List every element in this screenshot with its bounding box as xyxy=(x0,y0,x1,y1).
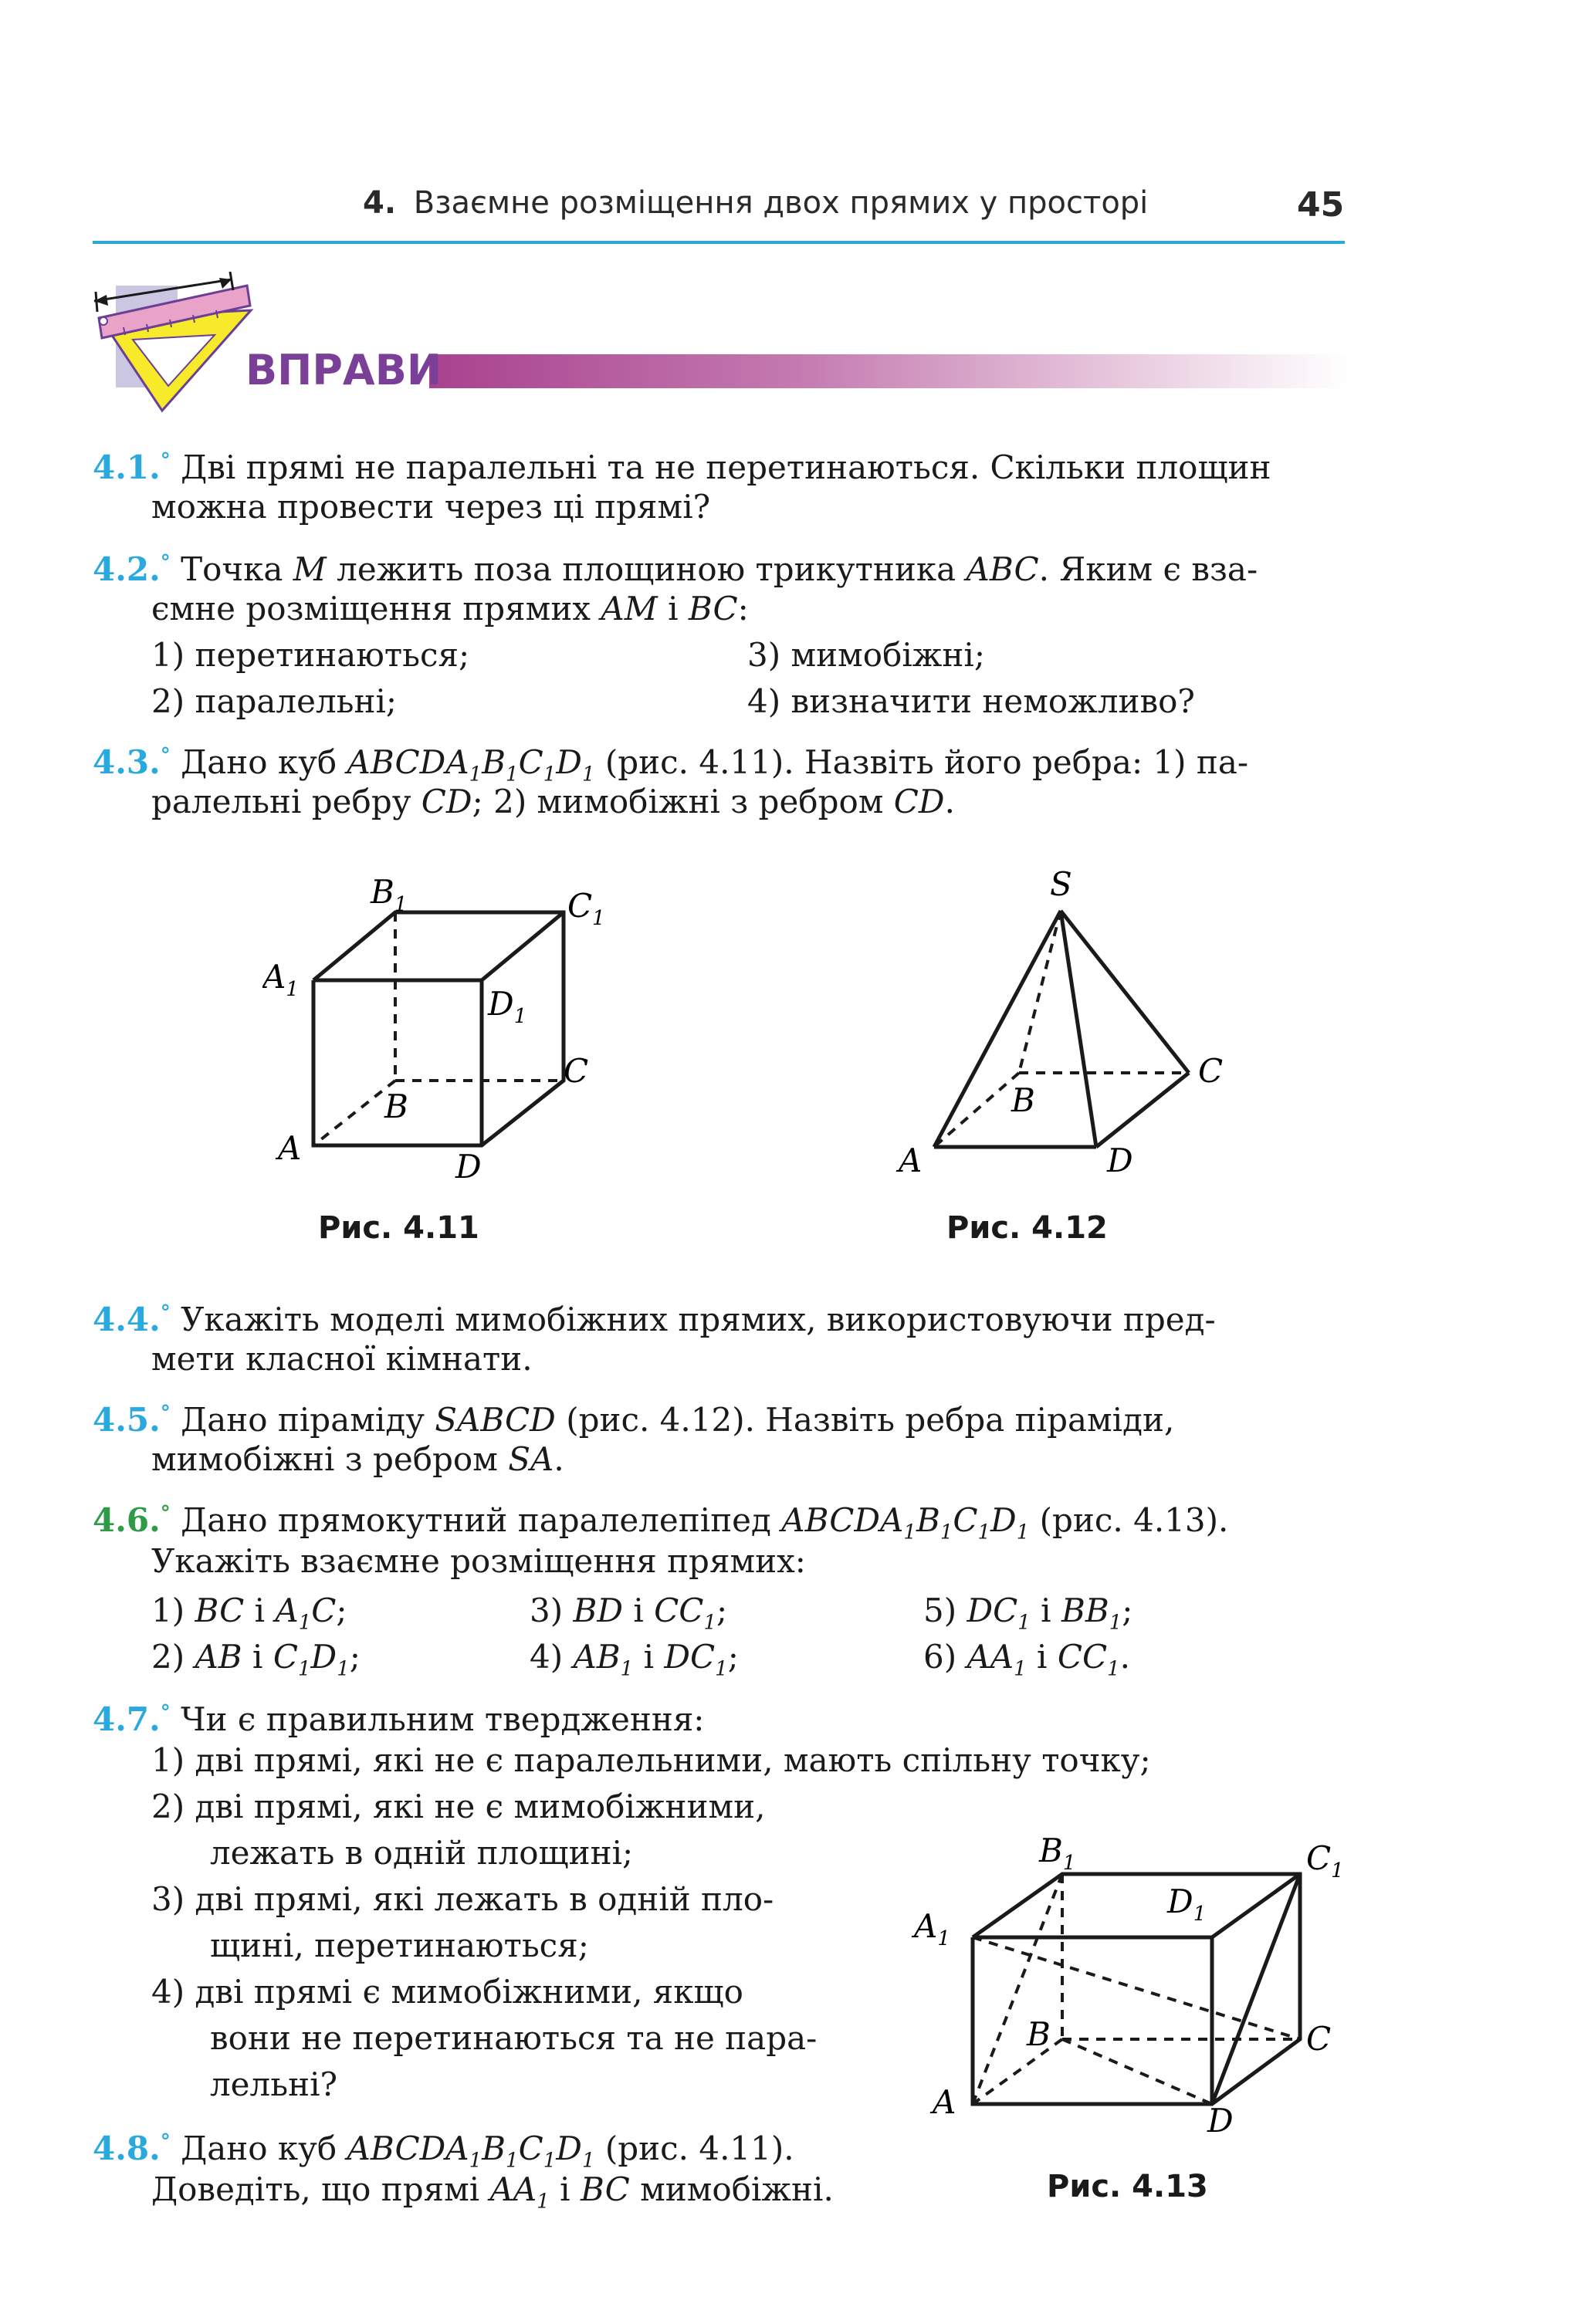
option-item: 1) перетинаються; xyxy=(151,636,470,674)
vertex-label-A1: $A_1$ xyxy=(914,1907,950,1950)
exercise-text: Доведіть, що прямі xyxy=(151,2170,480,2208)
figure-4-12-pyramid xyxy=(888,857,1251,1196)
exercise-4-7 xyxy=(93,1690,704,1742)
vertex-label-D: D xyxy=(455,1148,482,1186)
exercise-number: 4.3.° xyxy=(93,743,171,781)
option-item: 3) дві прямі, які лежать в одній пло- xyxy=(151,1880,774,1918)
option-item: 5) $DC_1$ і $BB_1$; xyxy=(923,1592,1133,1635)
exercise-text-line: мети класної кімнати. xyxy=(151,1340,533,1378)
figure-caption: Рис. 4.13 xyxy=(1047,2169,1208,2204)
exercise-text: . xyxy=(554,1440,564,1478)
figure-caption: Рис. 4.11 xyxy=(318,1210,479,1246)
exercise-text: Укажіть моделі мимобіжних прямих, використовуючи пред- xyxy=(181,1301,1216,1338)
exercise-text: . Яким є вза- xyxy=(1038,550,1258,588)
vertex-label-B1: $B_1$ xyxy=(1039,1832,1076,1875)
vertex-label-C1: $C_1$ xyxy=(567,887,605,930)
math-var: M xyxy=(293,550,327,588)
vertex-label-D: D xyxy=(1107,1142,1133,1179)
math-var: SABCD xyxy=(435,1401,556,1439)
vertex-label-B: B xyxy=(1027,2015,1051,2053)
figure-4-13-parallelepiped xyxy=(911,1822,1351,2146)
exercise-text-line xyxy=(151,780,955,824)
math-cube-name: $ABCDA_1B_1C_1D_1$ xyxy=(781,1501,1030,1544)
vertex-label-C: C xyxy=(1306,2020,1332,2058)
chapter-number: 4. xyxy=(363,185,397,221)
vertex-label-B1: $B_1$ xyxy=(371,873,408,916)
exercise-text-line xyxy=(151,587,749,631)
figure-4-11-cube xyxy=(262,857,633,1204)
exercise-text: і xyxy=(560,2170,570,2208)
option-item: 4) дві прямі є мимобіжними, якщо xyxy=(151,1973,743,2011)
option-item-cont: лежать в одній площині; xyxy=(210,1834,634,1872)
exercise-text: Дві прямі не паралельні та не перетинаються. Скільки площин xyxy=(181,448,1271,486)
exercise-text: Чи є правильним твердження: xyxy=(181,1700,705,1738)
exercise-number: 4.1.° xyxy=(93,448,171,486)
option-item: 3) мимобіжні; xyxy=(747,636,986,674)
exercise-text: (рис. 4.11). Назвіть його ребра: 1) па- xyxy=(604,743,1249,781)
vertex-label-S: S xyxy=(1050,865,1072,903)
exercise-4-2 xyxy=(93,540,1258,592)
exercise-4-1 xyxy=(93,438,1271,490)
option-item-cont: лельні? xyxy=(210,2065,338,2103)
math-var: SA xyxy=(508,1440,554,1478)
math-cube-name: $ABCDA_1B_1C_1D_1$ xyxy=(347,2129,595,2173)
exercise-text: мимобіжні з ребром xyxy=(151,1440,498,1478)
vertex-label-A: A xyxy=(899,1142,923,1179)
option-item: 2) дві прямі, які не є мимобіжними, xyxy=(151,1788,766,1825)
chapter-title: Взаємне розміщення двох прямих у просторі xyxy=(413,185,1149,221)
vertex-label-C: C xyxy=(564,1052,589,1090)
math-var: CD xyxy=(893,783,945,820)
vertex-label-A1: $A_1$ xyxy=(262,958,299,1001)
page-number: 45 xyxy=(1297,185,1345,225)
exercise-number: 4.7.° xyxy=(93,1700,171,1738)
exercise-text: Дано куб xyxy=(181,2129,337,2167)
exercise-text: Дано куб xyxy=(181,743,337,781)
math-var: ABC xyxy=(966,550,1039,588)
exercise-number: 4.6.° xyxy=(93,1501,171,1539)
option-item: 1) BC і $A_1C$; xyxy=(151,1592,347,1635)
figure-caption: Рис. 4.12 xyxy=(946,1210,1108,1246)
option-item: 4) $AB_1$ і $DC_1$; xyxy=(530,1638,739,1681)
vertex-label-D1: $D_1$ xyxy=(488,985,527,1028)
exercise-text: Дано піраміду xyxy=(181,1401,425,1439)
option-item-cont: щині, перетинаються; xyxy=(210,1927,589,1964)
exercise-text: ємне розміщення прямих xyxy=(151,590,591,628)
header-divider xyxy=(93,241,1345,244)
exercise-text: Дано прямокутний паралелепіпед xyxy=(181,1501,771,1539)
exercise-text: Точка xyxy=(181,550,283,588)
exercise-text-line: можна провести через ці прямі? xyxy=(151,488,711,526)
vertex-label-A: A xyxy=(933,2083,956,2121)
exercises-heading: ВПРАВИ xyxy=(245,346,442,394)
vertex-label-D1: $D_1$ xyxy=(1167,1883,1207,1926)
exercise-text: : xyxy=(737,590,749,628)
exercise-text: (рис. 4.13). xyxy=(1039,1501,1229,1539)
exercise-number: 4.8.° xyxy=(93,2129,171,2167)
exercise-4-5 xyxy=(93,1391,1174,1443)
math-var: CD xyxy=(421,783,472,820)
exercise-number: 4.5.° xyxy=(93,1401,171,1439)
exercise-text-line xyxy=(151,2167,834,2224)
vertex-label-D: D xyxy=(1207,2102,1234,2140)
exercise-number: 4.2.° xyxy=(93,550,171,588)
option-item: 6) $AA_1$ і $CC_1$. xyxy=(923,1638,1131,1681)
option-item: 3) BD і $CC_1$; xyxy=(530,1592,728,1635)
exercise-text: . xyxy=(944,783,955,820)
exercise-text: лежить поза площиною трикутника xyxy=(337,550,956,588)
vertex-label-B: B xyxy=(384,1088,408,1125)
exercise-4-4 xyxy=(93,1291,1216,1342)
exercise-text: (рис. 4.11). xyxy=(604,2129,794,2167)
math-var: BC xyxy=(580,2170,630,2208)
exercise-text: мимобіжні. xyxy=(640,2170,834,2208)
vertex-label-A: A xyxy=(278,1129,302,1167)
option-item-cont: вони не перетинаються та не пара- xyxy=(210,2019,818,2057)
exercise-text: і xyxy=(668,590,679,628)
exercise-number: 4.4.° xyxy=(93,1301,171,1338)
math-var: AM xyxy=(601,590,658,628)
exercise-text: ралельні ребру xyxy=(151,783,411,820)
running-header xyxy=(363,185,1148,221)
exercise-text-line xyxy=(151,1437,564,1482)
exercise-text-line: Укажіть взаємне розміщення прямих: xyxy=(151,1542,806,1580)
exercise-text: (рис. 4.12). Назвіть ребра піраміди, xyxy=(566,1401,1175,1439)
vertex-label-B: B xyxy=(1011,1081,1035,1119)
vertex-label-C1: $C_1$ xyxy=(1306,1839,1344,1883)
math-var: BC xyxy=(688,590,738,628)
math-var: $AA_1$ xyxy=(489,2170,550,2214)
vertex-label-C: C xyxy=(1198,1052,1224,1090)
option-item: 4) визначити неможливо? xyxy=(747,682,1195,720)
option-item: 2) AB і $C_1D_1$; xyxy=(151,1638,361,1681)
option-item: 2) паралельні; xyxy=(151,682,398,720)
ruler-triangle-icon xyxy=(85,272,270,418)
option-item: 1) дві прямі, які не є паралельними, мають спільну точку; xyxy=(151,1741,1151,1779)
exercises-banner-bar xyxy=(429,354,1348,388)
exercise-text: ; 2) мимобіжні з ребром xyxy=(472,783,884,820)
math-cube-name: $ABCDA_1B_1C_1D_1$ xyxy=(347,743,595,787)
